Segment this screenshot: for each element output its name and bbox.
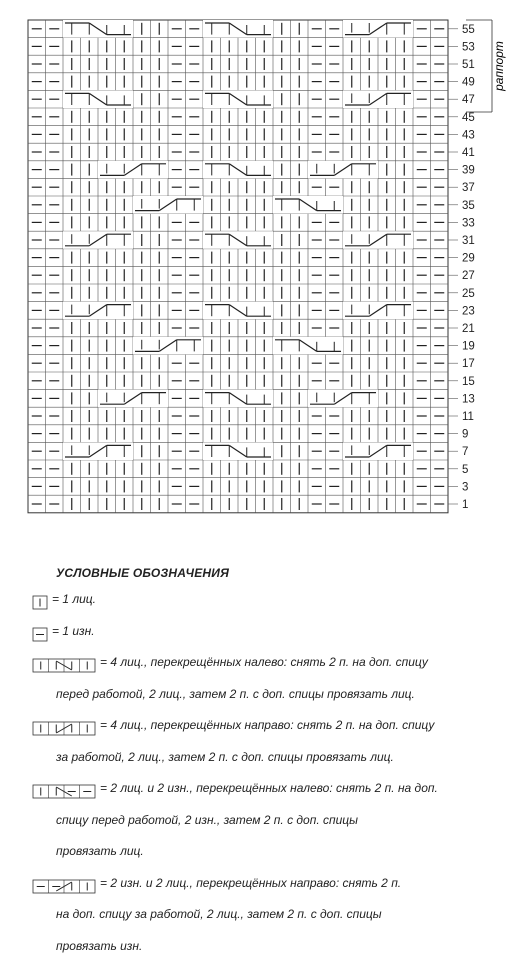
row-number: 7 xyxy=(462,446,469,459)
repeat-label: раппорт xyxy=(492,41,506,91)
legend-item-5-line-0: = 2 изн. и 2 лиц., перекрещённых направо: снять 2 п. xyxy=(100,875,402,890)
legend-item-0-line-0: = 1 лиц. xyxy=(52,592,96,606)
row-number: 27 xyxy=(462,270,475,283)
row-number: 3 xyxy=(462,481,469,494)
cross-right-4-symbol-icon xyxy=(32,721,96,736)
legend-item-5-line-1: на доп. спицу за работой, 2 лиц., затем 2 п. с доп. спицы xyxy=(56,907,382,921)
purl-symbol-icon xyxy=(32,627,48,642)
row-number: 53 xyxy=(462,41,475,54)
legend-item-3-line-0: = 4 лиц., перекрещённых направо: снять 2 п. на доп. спицу xyxy=(100,718,435,732)
cross-right-pk-symbol-icon xyxy=(32,879,96,894)
legend-title: УСЛОВНЫЕ ОБОЗНАЧЕНИЯ xyxy=(56,566,230,580)
cross-left-kp-symbol-icon xyxy=(32,784,96,799)
row-number: 45 xyxy=(462,111,475,124)
row-number: 17 xyxy=(462,358,475,371)
row-number: 25 xyxy=(462,287,475,300)
row-number: 47 xyxy=(462,94,475,107)
row-number: 15 xyxy=(462,375,475,388)
legend-item-2-line-0: = 4 лиц., перекрещённых налево: снять 2 п. на доп. спицу xyxy=(100,655,428,669)
legend-item-1-line-0: = 1 изн. xyxy=(52,623,95,638)
row-number: 23 xyxy=(462,305,475,318)
row-number: 37 xyxy=(462,182,475,195)
row-number: 41 xyxy=(462,147,475,159)
row-number: 31 xyxy=(462,235,475,247)
cross-left-4-symbol-icon xyxy=(32,658,96,673)
row-number: 43 xyxy=(462,129,475,142)
row-number: 39 xyxy=(462,164,475,177)
legend-item-4-line-1: спицу перед работой, 2 изн., затем 2 п. с доп. спицы xyxy=(56,812,358,827)
row-number: 51 xyxy=(462,59,475,71)
row-number: 19 xyxy=(462,340,475,353)
legend-item-5-line-2: провязать изн. xyxy=(56,938,143,953)
legend-item-4-line-0: = 2 лиц. и 2 изн., перекрещённых налево: снять 2 п. на доп. xyxy=(100,781,438,795)
row-number: 21 xyxy=(462,323,475,335)
legend-item-3-line-1: за работой, 2 лиц., затем 2 п. с доп. спицы провязать лиц. xyxy=(56,749,394,764)
row-number: 1 xyxy=(462,499,469,511)
row-number: 55 xyxy=(462,23,475,36)
row-number: 9 xyxy=(462,428,469,441)
row-number: 11 xyxy=(462,411,474,423)
row-number: 35 xyxy=(462,199,475,212)
row-number: 33 xyxy=(462,217,475,230)
row-number: 5 xyxy=(462,463,469,476)
knit-symbol-icon xyxy=(32,595,48,610)
legend-item-2-line-1: перед работой, 2 лиц., затем 2 п. с доп. спицы провязать лиц. xyxy=(56,686,415,701)
legend-item-4-line-2: провязать лиц. xyxy=(56,844,144,858)
row-number: 49 xyxy=(462,76,475,89)
row-number: 29 xyxy=(462,252,475,265)
row-number: 13 xyxy=(462,393,475,406)
